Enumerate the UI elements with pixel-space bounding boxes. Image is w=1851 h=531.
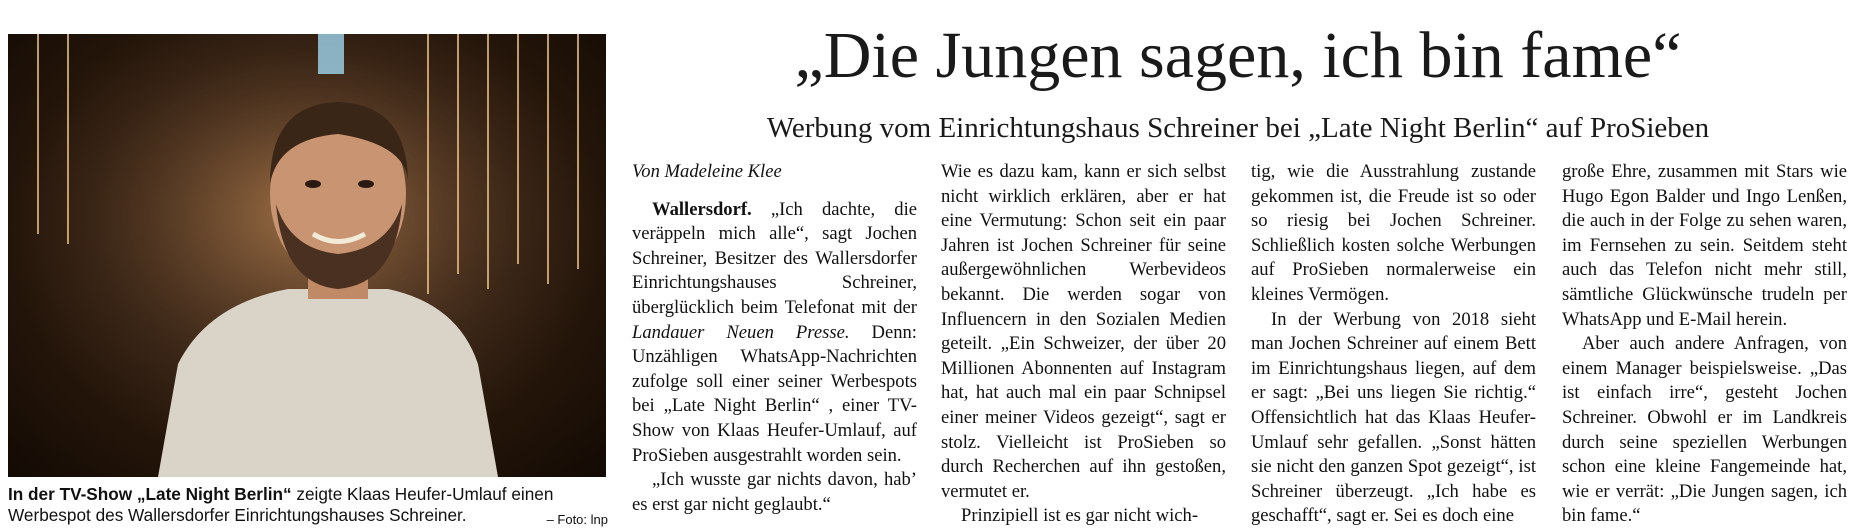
article-column-2: [941, 160, 1226, 529]
paragraph: „Ich wusste gar nichts davon, hab’ es erst gar nicht geglaubt.“: [632, 469, 917, 515]
byline: Von Madeleine Klee: [632, 161, 782, 182]
article-photo: [8, 34, 606, 477]
paragraph: Prinzipiell ist es gar nicht wich-: [961, 505, 1199, 527]
photo-caption: [8, 484, 608, 530]
newspaper-name: Landauer Neuen Presse.: [632, 321, 850, 343]
article-column-4: [1562, 160, 1847, 529]
paragraph: [632, 198, 917, 469]
caption-text: zeigte Klaas Heufer-Umlauf einen Werbespot des Wallersdorfer Einrichtungshauses Schreiner.: [8, 484, 554, 525]
paragraph-text: Denn: Unzähligen WhatsApp-Nachrichten zufolge soll einer seiner Werbespots bei „Late Night Berlin“ , einer TV-Show von Klaas Heufer-Umlauf, auf ProSieben ausgestrahlt worden sein.: [632, 321, 917, 466]
paragraph: tig, wie die Ausstrahlung zustande gekommen ist, die Freude ist so oder so riesig bei Jochen Schreiner. Schließlich kosten solche Werbungen auf ProSieben normalerweise ein kleines Vermögen.: [1251, 161, 1536, 305]
paragraph-text: „Ich dachte, die veräppeln mich alle“, sagt Jochen Schreiner, Besitzer des Wallersdorfer Einrichtungshauses Schreiner, überglücklich beim Telefonat mit der: [632, 198, 917, 318]
dateline: Wallersdorf.: [652, 198, 752, 220]
article-column-3: [1251, 160, 1536, 529]
article-column-1: [632, 160, 917, 517]
caption-lead: In der TV-Show „Late Night Berlin“: [8, 484, 292, 504]
photo-credit: – Foto: lnp: [546, 512, 608, 527]
article-subheadline: Werbung vom Einrichtungshaus Schreiner bei „Late Night Berlin“ auf ProSieben: [766, 112, 1710, 144]
paragraph: Aber auch andere Anfragen, von einem Manager beispielsweise. „Das ist einfach irre“, gesteht Jochen Schreiner. Obwohl er im Landkreis durch seine speziellen Werbungen schon eine kleine Fangemeinde hat, wie er verrät: „Die Jungen sagen, ich bin fame.“: [1562, 333, 1847, 527]
paragraph: Wie es dazu kam, kann er sich selbst nicht wirklich erklären, aber er hat eine Vermutung: Schon seit ein paar Jahren ist Jochen Schreiner für seine außergewöhnlichen Werbevideos bekannt. Die werden sogar von Influencern in den Sozialen Medien geteilt. „Ein Schweizer, der über 20 Millionen Abonnenten auf Instagram hat, hat auch mal ein paar Schnipsel einer meiner Videos gezeigt“, sagt er stolz. Vielleicht ist ProSieben so durch Recherchen auf ihn gestoßen, vermutet er.: [941, 161, 1226, 502]
paragraph: In der Werbung von 2018 sieht man Jochen Schreiner auf einem Bett im Einrichtungshaus liegen, auf dem er sagt: „Bei uns liegen Sie richtig.“ Offensichtlich hat das Klaas Heufer-Umlauf sehr gefallen. „Sonst hätten sie nicht den ganzen Spot gezeigt“, ist Schreiner überzeugt. „Ich habe es geschafft“, sagt er. Sei es doch eine: [1251, 308, 1536, 527]
article-headline: „Die Jungen sagen, ich bin fame“: [794, 19, 1682, 92]
paragraph: große Ehre, zusammen mit Stars wie Hugo Egon Balder und Ingo Lenßen, die auch in der Folge zu sehen waren, im Fernsehen zu sein. Seitdem steht auch das Telefon nicht mehr still, sämtliche Glückwünsche trudeln per WhatsApp und E-Mail herein.: [1562, 161, 1847, 330]
tv-show-photo: [8, 34, 606, 477]
